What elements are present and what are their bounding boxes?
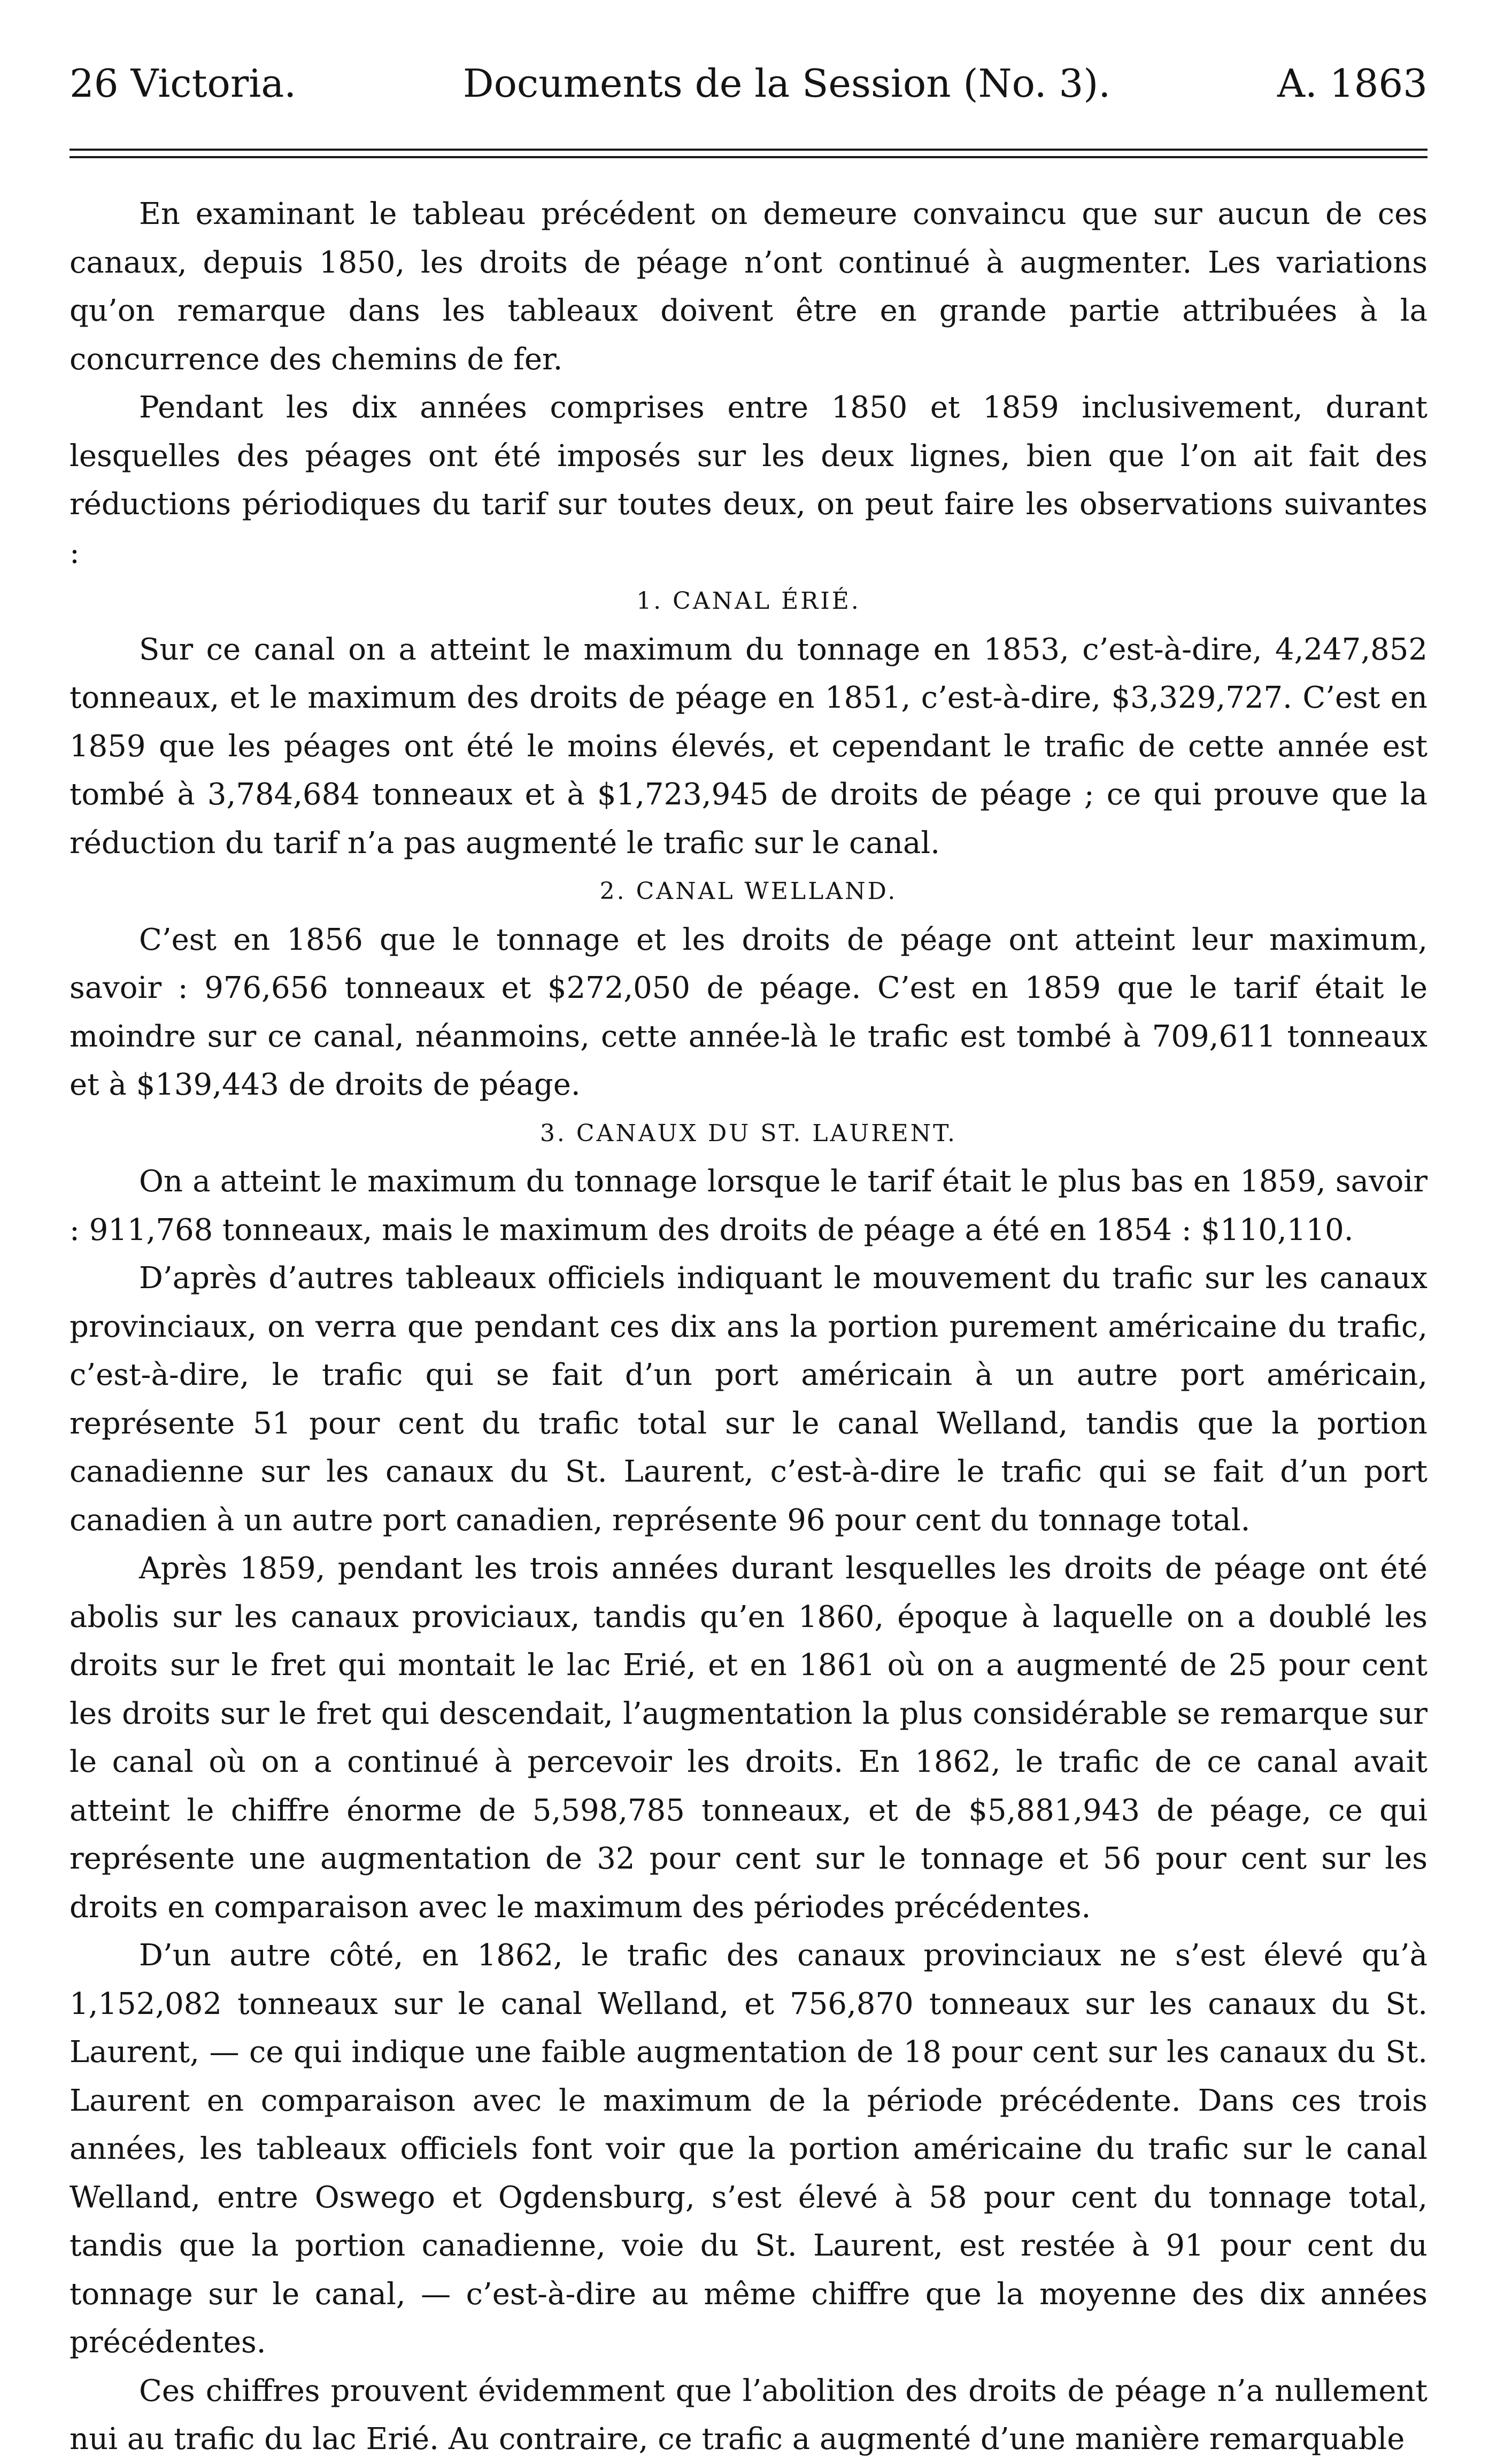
section-heading-st-laurent: 3. CANAUX DU ST. LAURENT. — [539, 1119, 958, 1147]
header-year: A. 1863 — [1277, 61, 1427, 106]
paragraph-8: D’un autre côté, en 1862, le trafic des canaux provinciaux ne s’est élevé qu’à 1,152,082 tonneaux sur le canal Welland, et 756,870 tonneaux sur les canaux du St. Laurent, — ce qui indique une faible augmentation de 18 pour cent sur les canaux du St. Laurent en comparaison avec le maximum de la période précédente. Dans ces trois années, les tableaux officiels font voir que la portion américaine du trafic sur le canal Welland, entre Oswego et Ogdensburg, s’est élevé à 58 pour cent du tonnage total, tandis que la portion canadienne, voie du St. Laurent, est restée à 91 pour cent du tonnage sur le canal, — c’est-à-dire au même chiffre que la moyenne des dix années précédentes. — [70, 1938, 1427, 2360]
running-header — [70, 61, 1427, 118]
paragraph-1: En examinant le tableau précédent on demeure convaincu que sur aucun de ces canaux, depuis 1850, les droits de péage n’ont continué à augmenter. Les variations qu’on remarque dans les tableaux doivent être en grande partie attribuées à la concurrence des chemins de fer. — [70, 197, 1427, 377]
paragraph-5: On a atteint le maximum du tonnage lorsque le tarif était le plus bas en 1859, savoir : 911,768 tonneaux, mais le maximum des droits de péage a été en 1854 : $110,110. — [70, 1164, 1427, 1248]
paragraph-9: Ces chiffres prouvent évidemment que l’abolition des droits de péage n’a nullement nui au trafic du lac Erié. Au contraire, ce trafic a augmenté d’une manière remarquable — [70, 2373, 1427, 2457]
header-title: Documents de la Session (No. 3). — [462, 61, 1111, 106]
header-regnal-year: 26 Victoria. — [70, 61, 297, 106]
section-heading-welland: 2. CANAL WELLAND. — [599, 878, 898, 905]
header-rule — [70, 149, 1427, 158]
document-page — [70, 61, 1427, 2464]
paragraph-7: Après 1859, pendant les trois années durant lesquelles les droits de péage ont été abolis sur les canaux proviciaux, tandis qu’en 1860, époque à laquelle on a doublé les droits sur le fret qui montait le lac Erié, et en 1861 où on a augmenté de 25 pour cent les droits sur le fret qui descendait, l’augmentation la plus considérable se remarque sur le canal où on a continué à percevoir les droits. En 1862, le trafic de ce canal avait atteint le chiffre énorme de 5,598,785 tonneaux, et de $5,881,943 de péage, ce qui représente une augmentation de 32 pour cent sur le tonnage et 56 pour cent sur les droits en comparaison avec le maximum des périodes précédentes. — [70, 1551, 1427, 1925]
paragraph-6: D’après d’autres tableaux officiels indiquant le mouvement du trafic sur les canaux provinciaux, on verra que pendant ces dix ans la portion purement américaine du trafic, c’est-à-dire, le trafic qui se fait d’un port américain à un autre port américain, représente 51 pour cent du trafic total sur le canal Welland, tandis que la portion canadienne sur les canaux du St. Laurent, c’est-à-dire le trafic qui se fait d’un port canadien à un autre port canadien, représente 96 pour cent du tonnage total. — [70, 1261, 1427, 1538]
body-text — [70, 190, 1427, 2464]
paragraph-2: Pendant les dix années comprises entre 1850 et 1859 inclusivement, durant lesquelles des péages ont été imposés sur les deux lignes, bien que l’on ait fait des réductions périodiques du tarif sur toutes deux, on peut faire les observations suivantes : — [70, 390, 1427, 570]
paragraph-4: C’est en 1856 que le tonnage et les droits de péage ont atteint leur maximum, savoir : 976,656 tonneaux et $272,050 de péage. C’est en 1859 que le tarif était le moindre sur ce canal, néanmoins, cette année-là le trafic est tombé à 709,611 tonneaux et à $139,443 de droits de péage. — [70, 922, 1427, 1102]
paragraph-3: Sur ce canal on a atteint le maximum du tonnage en 1853, c’est-à-dire, 4,247,852 tonneaux, et le maximum des droits de péage en 1851, c’est-à-dire, $3,329,727. C’est en 1859 que les péages ont été le moins élevés, et cependant le trafic de cette année est tombé à 3,784,684 tonneaux et à $1,723,945 de droits de péage ; ce qui prouve que la réduction du tarif n’a pas augmenté le trafic sur le canal. — [70, 632, 1427, 861]
section-heading-erie: 1. CANAL ÉRIÉ. — [636, 587, 861, 615]
